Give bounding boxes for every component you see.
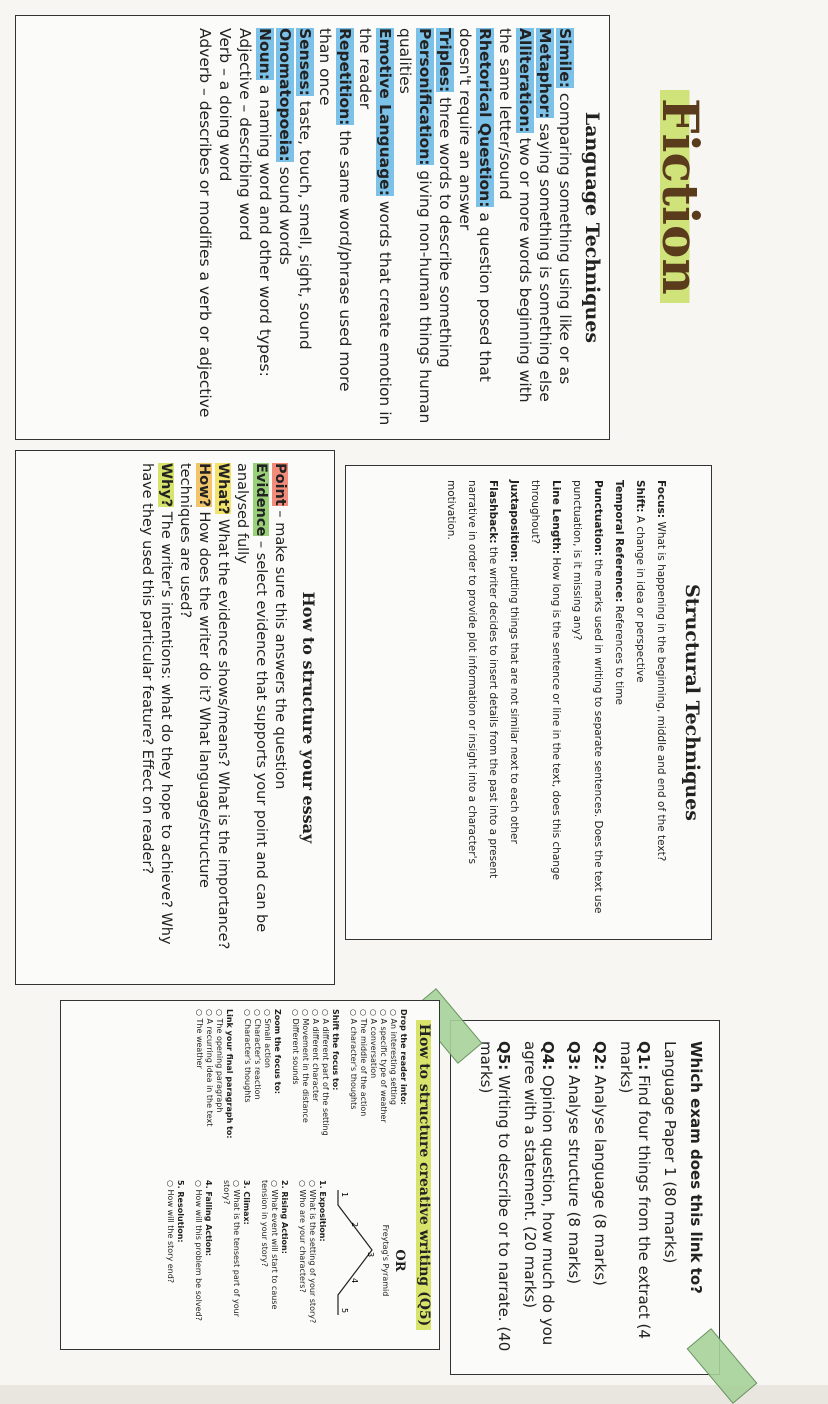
bullet-item: ○ How will the story end? <box>166 1180 176 1284</box>
bullet-item: ○ Character's reaction <box>253 1009 263 1100</box>
bullet-text: A different part of the setting <box>321 1018 331 1136</box>
term-definition: a naming word and other word types: <box>256 79 275 377</box>
term-label: Repetition: <box>336 28 355 126</box>
term-label: Emotive Language: <box>376 28 395 196</box>
pyramid-label: 5 <box>340 1308 350 1314</box>
structural-techniques-box <box>345 465 712 940</box>
question-text: Opinion question, how much do you agree with a statement. (20 marks) <box>521 1041 557 1346</box>
group-heading: Link your final paragraph to: <box>225 1009 235 1139</box>
bullet-item: ○ A different character <box>311 1009 321 1102</box>
list-item <box>175 463 213 972</box>
term-definition: the writer decides to insert details from the past into a present narrative in order to provide plot information or insight into a character's motivation. <box>445 480 500 879</box>
bullet-item: ○ What event will start to cause tension in your story? <box>260 1180 280 1310</box>
term-definition: A change in idea or perspective <box>634 512 647 683</box>
term-label: Evidence <box>253 463 270 537</box>
question-number: Q2: <box>591 1041 609 1071</box>
list-item <box>137 463 175 972</box>
bullet-item: ○ Small action <box>263 1009 273 1068</box>
question-number: Q1: <box>635 1041 653 1071</box>
creative-group <box>348 1009 408 1170</box>
bullet-item: ○ Character's thoughts <box>243 1009 253 1103</box>
creative-group <box>290 1009 340 1170</box>
term-definition: sound words <box>276 161 295 265</box>
question-number: Q4: <box>539 1041 557 1071</box>
group-heading: Shift the focus to: <box>331 1009 341 1091</box>
term-definition: the same word/phrase used more than once <box>316 28 355 392</box>
or-label: OR <box>392 1249 408 1272</box>
term-definition: three words to describe something <box>436 92 455 368</box>
bullet-text: Who are your characters? <box>298 1189 308 1293</box>
creative-group <box>193 1180 213 1341</box>
exam-link-box <box>450 1020 720 1375</box>
term-definition: – make sure this answers the question <box>272 505 289 790</box>
group-heading: 4. Falling Action: <box>204 1180 214 1257</box>
exam-question-item <box>477 1041 513 1354</box>
list-item <box>355 28 395 427</box>
term-definition: – select evidence that supports your point and can be analysed fully <box>234 463 270 933</box>
term-definition: What is happening in the beginning, middle and end of the text? <box>655 518 668 862</box>
list-item <box>213 463 232 972</box>
bullet-text: Character's reaction <box>253 1018 263 1100</box>
exam-question-item <box>521 1041 557 1354</box>
list-item <box>629 480 650 925</box>
structural-heading: Structural Techniques <box>681 584 703 821</box>
term-label: What? <box>215 463 232 515</box>
creative-group <box>194 1009 234 1170</box>
list-item <box>650 480 671 925</box>
question-text: Writing to describe or to narrate. (40 marks) <box>477 1041 513 1352</box>
group-heading: 5. Resolution: <box>176 1180 186 1243</box>
term-label: Line Length: <box>550 480 563 555</box>
term-label: Onomatopoeia: <box>276 28 295 162</box>
term-definition: How long is the sentence or line in the text, does this change throughout? <box>529 480 563 881</box>
bullet-item: ○ Who are your characters? <box>298 1180 308 1293</box>
bullet-text: A conversation <box>369 1018 379 1079</box>
bullet-text: A different character <box>311 1018 321 1102</box>
question-text: Analyse structure (8 marks) <box>565 1070 583 1285</box>
term-label: Temporal Reference: <box>613 480 626 603</box>
list-item <box>503 480 524 925</box>
term-label: Shift: <box>634 480 647 513</box>
pyramid-label: 3 <box>366 1252 376 1258</box>
term-label: Personification: <box>416 28 435 166</box>
creative-group <box>242 1009 282 1170</box>
term-label: Why? <box>158 463 175 508</box>
creative-writing-box <box>60 1000 440 1350</box>
bullet-text: What is the tensest part of your story? <box>222 1180 242 1317</box>
bullet-text: A specific type of weather <box>379 1018 389 1123</box>
bullet-text: The weather <box>195 1018 205 1069</box>
group-heading: 3. Climax: <box>242 1180 252 1225</box>
language-heading: Language Techniques <box>581 111 603 344</box>
term-label: Triples: <box>436 28 455 93</box>
term-definition: comparing something using like or as <box>556 87 575 385</box>
bullet-text: What event will start to cause tension in your story? <box>260 1180 280 1310</box>
term-label: Focus: <box>655 480 668 519</box>
bullet-item: ○ A character's thoughts <box>349 1009 359 1110</box>
term-definition: How does the writer do it? What language/structure techniques are used? <box>177 463 213 888</box>
bullet-item: ○ The middle of the action <box>359 1009 369 1117</box>
term-definition: the marks used in writing to separate sentences. Does the text use punctuation, is it missing any? <box>571 480 605 914</box>
list-item <box>566 480 608 925</box>
bullet-item: ○ A specific type of weather <box>379 1009 389 1123</box>
group-heading: Drop the reader into: <box>399 1009 409 1105</box>
word-type-item: Adjective – describing word <box>236 28 255 241</box>
list-item <box>440 480 503 925</box>
term-definition: words that create emotion in the reader <box>356 28 395 426</box>
term-definition: What the evidence shows/means? What is the importance? <box>215 514 232 950</box>
term-definition: saying something is something else <box>536 118 555 402</box>
freytag-pyramid-diagram <box>330 1180 380 1330</box>
list-item <box>524 480 566 925</box>
bullet-item: ○ What is the tensest part of your story? <box>222 1180 242 1317</box>
group-heading: Zoom the focus to: <box>273 1009 283 1095</box>
word-type-item: Verb – a doing word <box>216 28 235 182</box>
bullet-text: How will this problem be solved? <box>194 1189 204 1321</box>
word-type-item: Adverb – describes or modifies a verb or adjective <box>196 28 215 418</box>
term-definition: taste, touch, smell, sight, sound <box>296 95 315 350</box>
list-item <box>270 463 289 972</box>
question-number: Q3: <box>565 1041 583 1071</box>
term-label: Noun: <box>256 28 275 80</box>
list-item <box>608 480 629 925</box>
bullet-text: A character's thoughts <box>349 1018 359 1110</box>
term-label: Senses: <box>296 28 315 96</box>
creative-group <box>297 1180 327 1341</box>
pyramid-label: 1 <box>340 1192 350 1198</box>
list-item <box>295 28 315 427</box>
list-item <box>232 463 270 972</box>
term-label: Alliteration: <box>516 28 535 133</box>
question-number: Q5: <box>495 1041 513 1071</box>
term-label: Point <box>272 463 289 506</box>
bullet-item: ○ The weather <box>195 1009 205 1069</box>
term-definition: The writer's intentions: what do they hope to achieve? Why have they used this particular feature? Effect on reader? <box>139 463 175 945</box>
exam-paper: Language Paper 1 (80 marks) <box>661 1041 679 1264</box>
creative-heading: How to structure creative writing (Q5) <box>416 1020 431 1331</box>
pyramid-label: 4 <box>350 1278 360 1284</box>
list-item <box>455 28 495 427</box>
bullet-text: Movement in the distance <box>301 1018 311 1123</box>
bullet-item: ○ The opening paragraph <box>215 1009 225 1113</box>
list-item <box>275 28 295 427</box>
term-label: How? <box>196 463 213 507</box>
term-definition: two or more words beginning with the same letter/sound <box>496 28 535 403</box>
bullet-item: ○ What is the setting of your story? <box>308 1180 318 1324</box>
bullet-text: A recurring idea in the text <box>205 1018 215 1127</box>
list-item <box>255 28 275 427</box>
exam-question: Which exam does this link to? <box>687 1041 705 1294</box>
bullet-text: Different sounds <box>291 1018 301 1085</box>
bullet-text: The opening paragraph <box>215 1018 225 1113</box>
page-title: Fiction <box>651 90 710 303</box>
list-item <box>555 28 575 427</box>
question-text: Find four things from the extract (4 marks) <box>617 1041 653 1339</box>
bullet-text: What is the setting of your story? <box>308 1189 318 1324</box>
bullet-item: ○ A recurring idea in the text <box>205 1009 215 1127</box>
group-heading: 2. Rising Action: <box>280 1180 290 1254</box>
term-definition: putting things that are not similar next to each other <box>508 562 521 844</box>
term-label: Juxtaposition: <box>508 480 521 563</box>
essay-heading: How to structure your essay <box>299 591 318 844</box>
exam-question-item <box>591 1041 609 1354</box>
essay-structure-box <box>15 450 335 985</box>
term-definition: a question posed that doesn't require an answer <box>456 28 495 382</box>
term-label: Simile: <box>556 28 575 88</box>
bullet-item: ○ Movement in the distance <box>301 1009 311 1123</box>
term-definition: giving non-human things human qualities <box>396 28 435 424</box>
bullet-item: ○ How will this problem be solved? <box>194 1180 204 1321</box>
exam-question-item <box>565 1041 583 1354</box>
creative-group <box>221 1180 251 1341</box>
group-heading: 1. Exposition: <box>318 1180 328 1242</box>
bullet-item: ○ A different part of the setting <box>321 1009 331 1136</box>
list-item <box>395 28 435 427</box>
bullet-text: How will the story end? <box>166 1189 176 1284</box>
bullet-text: An interesting setting <box>389 1018 399 1105</box>
bullet-text: The middle of the action <box>359 1018 369 1117</box>
list-item <box>535 28 555 427</box>
term-label: Rhetorical Question: <box>476 28 495 208</box>
exam-question-item <box>617 1041 653 1354</box>
list-item <box>435 28 455 427</box>
term-label: Flashback: <box>487 480 500 544</box>
creative-group <box>259 1180 289 1341</box>
term-label: Metaphor: <box>536 28 555 119</box>
bullet-text: Character's thoughts <box>243 1018 253 1103</box>
list-item <box>495 28 535 427</box>
creative-group <box>165 1180 185 1341</box>
pyramid-label: 2 <box>350 1222 360 1228</box>
bullet-text: Small action <box>263 1018 273 1068</box>
bullet-item: ○ Different sounds <box>291 1009 301 1085</box>
bullet-item: ○ An interesting setting <box>389 1009 399 1105</box>
term-label: Punctuation: <box>592 480 605 556</box>
question-text: Analyse language (8 marks) <box>591 1070 609 1286</box>
list-item <box>315 28 355 427</box>
term-definition: References to time <box>613 602 626 705</box>
bullet-item: ○ A conversation <box>369 1009 379 1079</box>
language-techniques-box <box>15 15 610 440</box>
pyramid-title: Freytag's Pyramid <box>381 1224 391 1297</box>
